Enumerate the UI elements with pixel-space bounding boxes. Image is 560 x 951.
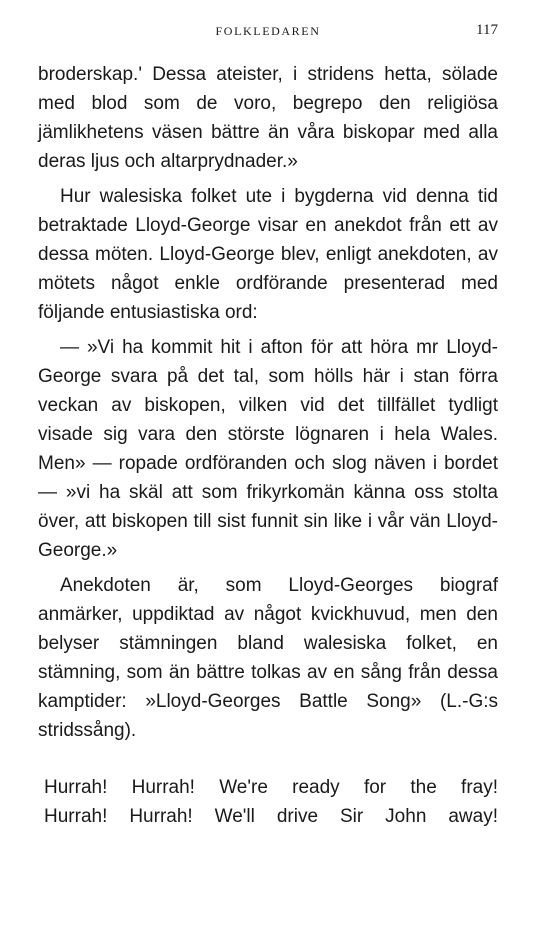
song-line: Hurrah! Hurrah! We'll drive Sir John away! [44,806,498,827]
song-verse [38,773,498,831]
body-text [38,60,498,745]
paragraph-quote: — »Vi ha kommit hit i afton för att höra mr Lloyd-George svara på det tal, som hölls här i stan förra veckan av biskopen, vilken vid det tillfället tydligt visade sig vara den störste lögnaren i hela Wales. Men» — ropade ordföranden och slog näven i bordet — »vi ha skäl att som frikyrkomän känna oss stolta över, att biskopen till sist funnit sin like i vår vän Lloyd-George.» [38,337,498,561]
song-line: Hurrah! Hurrah! We're ready for the fray! [44,777,498,798]
paragraph-continuation: broderskap.' Dessa ateister, i stridens hetta, sölade med blod som de voro, begrepo den religiösa jämlikhetens väsen bättre än våra biskopar med alla deras ljus och altarprydnader.» [38,64,498,172]
running-head [38,18,498,48]
paragraph-anecdote-intro: Hur walesiska folket ute i bygderna vid denna tid betraktade Lloyd-George visar en anekdot från ett av dessa möten. Lloyd-George blev, enligt anekdoten, av mötets något enkle ordförande presenterad med följande entusiastiska ord: [38,186,498,323]
page-number: 117 [476,22,498,38]
running-title: FOLKLEDAREN [215,24,321,38]
book-page [38,18,498,831]
paragraph-biographer-note: Anekdoten är, som Lloyd-Georges biograf anmärker, uppdiktad av något kvickhuvud, men den belyser stämningen bland walesiska folket, en stämning, som än bättre tolkas av en sång från dessa kamptider: »Lloyd-Georges Battle Song» (L.-G:s stridssång). [38,575,498,741]
